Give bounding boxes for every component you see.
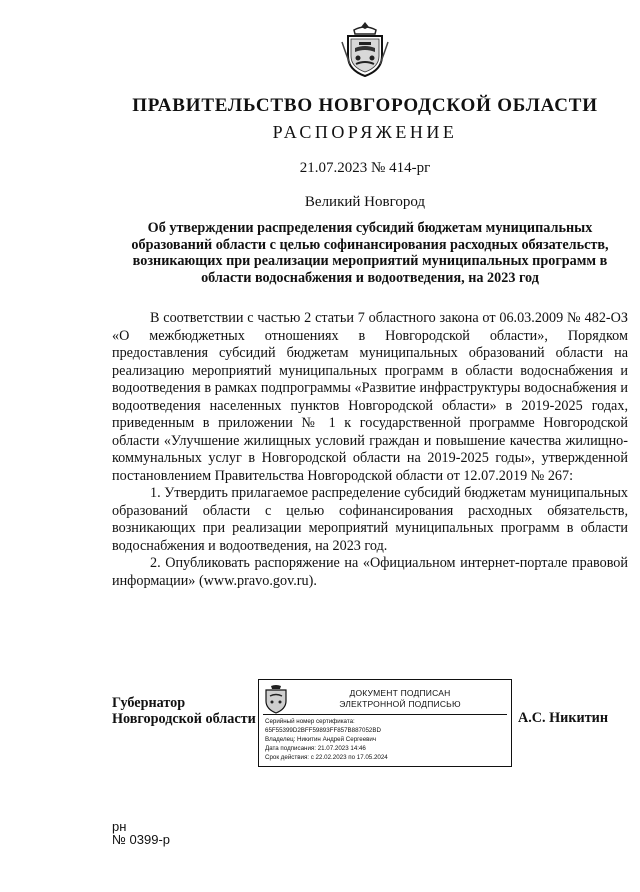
date-number: 21.07.2023 № 414-рг bbox=[299, 160, 431, 176]
document-subject: Об утверждении распределения субсидий бюджетам муниципальных образований области с целью софинансирования расходных обязательств, возникающих при реализации мероприятий муниципальных программ в области водоснабжения и водоотведения, на 2023 год bbox=[131, 220, 609, 286]
footer-number: № 0399-р bbox=[112, 832, 171, 847]
item-2-paragraph: 2. Опубликовать распоряжение на «Официальном интернет-портале правовой информации» (www.pravo.gov.ru). bbox=[112, 555, 628, 589]
stamp-owner: Владелец: Никитин Андрей Сергеевич bbox=[265, 736, 377, 743]
signatory-name: А.С. Никитин bbox=[518, 710, 609, 726]
document-body bbox=[112, 310, 628, 590]
stamp-emblem-icon bbox=[263, 684, 289, 714]
stamp-title-line-2: ЭЛЕКТРОННОЙ ПОДПИСЬЮ bbox=[339, 699, 461, 709]
document-place: Великий Новгород bbox=[304, 194, 426, 210]
document-kind: РАСПОРЯЖЕНИЕ bbox=[272, 122, 458, 142]
stamp-divider bbox=[263, 714, 507, 715]
electronic-signature-stamp bbox=[258, 679, 512, 767]
coat-of-arms-icon bbox=[340, 20, 390, 78]
government-title: ПРАВИТЕЛЬСТВО НОВГОРОДСКОЙ ОБЛАСТИ bbox=[132, 95, 598, 116]
position-line-1: Губернатор bbox=[112, 695, 186, 711]
position-line-2: Новгородской области bbox=[112, 711, 256, 727]
stamp-sign-date: Дата подписания: 21.07.2023 14:46 bbox=[265, 745, 366, 752]
stamp-details bbox=[265, 717, 388, 762]
footer-initials: рн bbox=[112, 819, 127, 834]
stamp-title bbox=[295, 688, 505, 710]
stamp-serial-number: 65F55399D2BFF59893FF857B887052BD bbox=[265, 727, 381, 734]
stamp-title-line-1: ДОКУМЕНТ ПОДПИСАН bbox=[349, 688, 451, 698]
footer-code bbox=[112, 820, 170, 846]
stamp-serial-label: Серийный номер сертификата: bbox=[265, 718, 355, 725]
signatory-position bbox=[112, 695, 256, 727]
item-1-paragraph: 1. Утвердить прилагаемое распределение субсидий бюджетам муниципальных образований области с целью софинансирования расходных обязательств, возникающих при реализации мероприятий муниципальных программ в области водоснабжения и водоотведения, на 2023 год. bbox=[112, 485, 628, 554]
preamble-paragraph: В соответствии с частью 2 статьи 7 областного закона от 06.03.2009 № 482-ОЗ «О межбюджетных отношениях в Новгородской области», Порядком предоставления субсидий бюджетам муниципальных образований области на реализацию мероприятий муниципальных программ в области водоснабжения и водоотведения в рамках подпрограммы «Развитие инфраструктуры водоснабжения и водоотведения населенных пунктов Новгородской области» в 2019-2025 годах, приведенным в приложении № 1 к государственной программе Новгородской области «Улучшение жилищных условий граждан и повышение качества жилищно-коммунальных услуг в Новгородской области на 2019-2025 годы», утвержденной постановлением Правительства Новгородской области от 12.07.2019 № 267: bbox=[112, 310, 628, 484]
stamp-validity: Срок действия: с 22.02.2023 по 17.05.2024 bbox=[265, 754, 388, 761]
